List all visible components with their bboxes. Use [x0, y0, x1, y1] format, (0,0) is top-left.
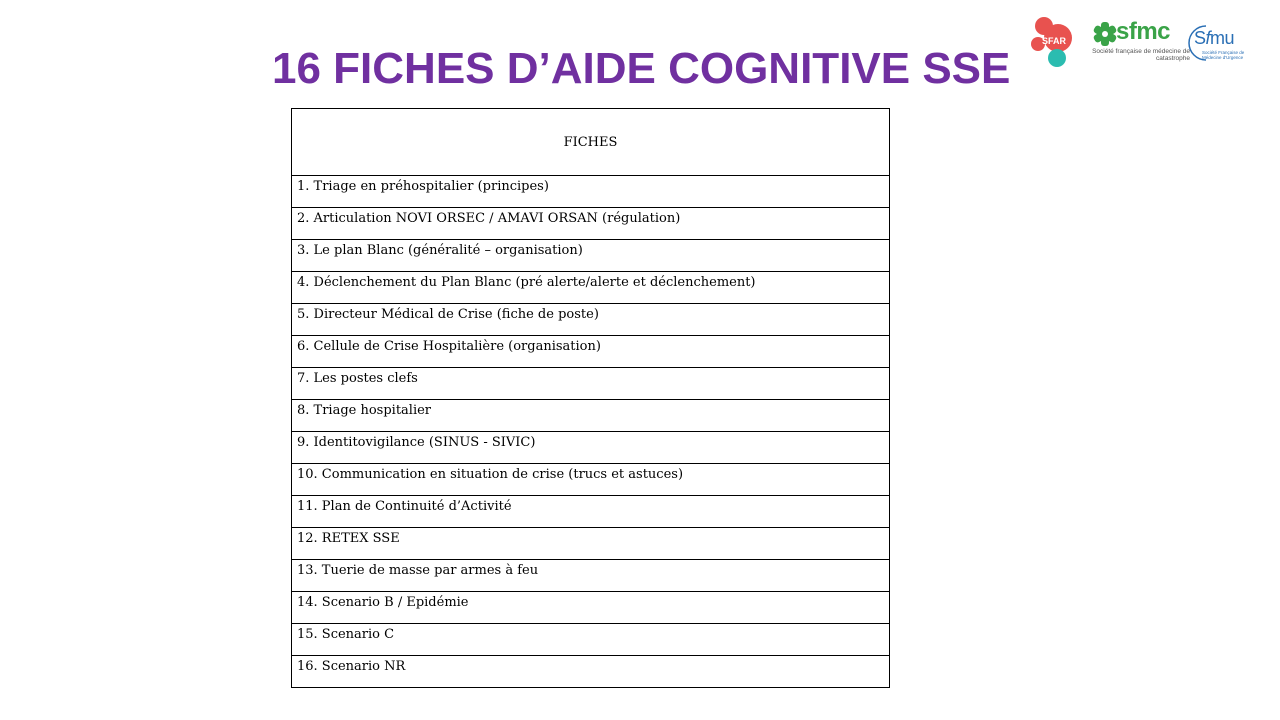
table-row	[292, 336, 890, 368]
sfmc-logo-text: sfmc	[1116, 18, 1171, 45]
table-row	[292, 432, 890, 464]
table-cell: 16. Scenario NR	[292, 656, 890, 688]
table-row	[292, 464, 890, 496]
table-row	[292, 240, 890, 272]
table-cell: 7. Les postes clefs	[292, 368, 890, 400]
table-row	[292, 176, 890, 208]
table-cell: 13. Tuerie de masse par armes à feu	[292, 560, 890, 592]
table-row	[292, 528, 890, 560]
fiches-table	[291, 108, 890, 688]
sfmu-logo	[1186, 22, 1248, 64]
sfar-logo	[1030, 16, 1086, 70]
partner-logos	[1028, 16, 1268, 72]
table-cell: 1. Triage en préhospitalier (principes)	[292, 176, 890, 208]
table-cell: 14. Scenario B / Epidémie	[292, 592, 890, 624]
table-row	[292, 208, 890, 240]
table-row	[292, 560, 890, 592]
table-row	[292, 368, 890, 400]
table-cell: 5. Directeur Médical de Crise (fiche de poste)	[292, 304, 890, 336]
table-header-row	[292, 109, 890, 176]
table-header-fiches: FICHES	[292, 109, 890, 176]
table-cell: 11. Plan de Continuité d’Activité	[292, 496, 890, 528]
sfmu-logo-text: Sfmu	[1194, 28, 1235, 48]
table-cell: 4. Déclenchement du Plan Blanc (pré alerte/alerte et déclenchement)	[292, 272, 890, 304]
table-row	[292, 592, 890, 624]
table-row	[292, 304, 890, 336]
table-cell: 3. Le plan Blanc (généralité – organisation)	[292, 240, 890, 272]
table-cell: 9. Identitovigilance (SINUS - SIVIC)	[292, 432, 890, 464]
table-row	[292, 656, 890, 688]
page-title: 16 FICHES D’AIDE COGNITIVE SSE	[272, 44, 1011, 93]
table-row	[292, 272, 890, 304]
table-cell: 8. Triage hospitalier	[292, 400, 890, 432]
sfmc-logo-subtitle: Société française de médecine de catastrophe	[1092, 48, 1190, 62]
table-cell: 10. Communication en situation de crise (trucs et astuces)	[292, 464, 890, 496]
table-row	[292, 400, 890, 432]
sfmu-logo-subtitle: Société Française de Médecine d'Urgence	[1202, 50, 1245, 60]
sfmc-logo	[1086, 20, 1188, 66]
table-cell: 2. Articulation NOVI ORSEC / AMAVI ORSAN (régulation)	[292, 208, 890, 240]
table-row	[292, 496, 890, 528]
sfar-logo-text: SFAR	[1042, 36, 1067, 46]
table-cell: 12. RETEX SSE	[292, 528, 890, 560]
table-row	[292, 624, 890, 656]
table-cell: 15. Scenario C	[292, 624, 890, 656]
table-cell: 6. Cellule de Crise Hospitalière (organisation)	[292, 336, 890, 368]
